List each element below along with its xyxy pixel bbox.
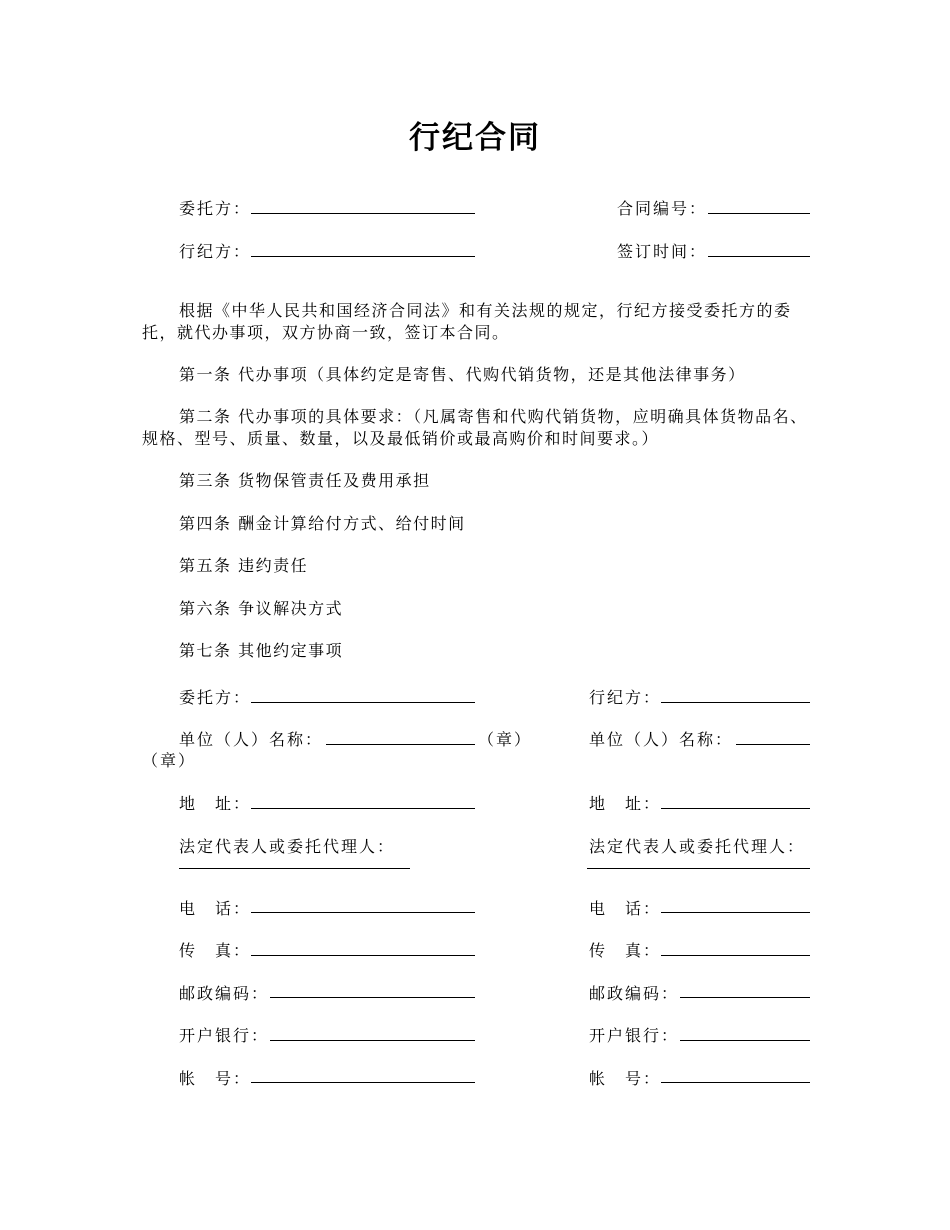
sig-left-party-blank [251,702,475,703]
sig-left-rep-label: 法定代表人或委托代理人： [179,837,396,856]
sig-left-party-label: 委托方： [179,688,252,707]
article-1: 第一条 代办事项（具体约定是寄售、代购代销货物，还是其他法律事务） [179,365,746,384]
sig-right-phone-blank [661,912,810,913]
sig-right-seal: （章） [142,751,197,770]
sig-right-postal-blank [680,997,810,998]
sig-left-rep-blank [179,868,410,869]
sign-date-label: 签订时间： [617,242,708,261]
article-5: 第五条 违约责任 [179,556,309,575]
sig-right-phone-label: 电 话： [589,899,662,918]
sig-left-unit-label: 单位（人）名称： [179,730,324,749]
sig-left-bank-blank [270,1040,475,1041]
article-4: 第四条 酬金计算给付方式、给付时间 [179,514,466,533]
sig-left-address-blank [251,808,475,809]
sig-left-fax-blank [251,955,475,956]
sig-right-account-blank [661,1082,810,1083]
article-6: 第六条 争议解决方式 [179,599,344,618]
sig-right-party-label: 行纪方： [589,688,662,707]
sig-left-phone-blank [251,912,475,913]
broker-blank [251,256,475,257]
sig-right-address-label: 地 址： [589,794,662,813]
sig-left-postal-label: 邮政编码： [179,984,270,1003]
article-7: 第七条 其他约定事项 [179,641,344,660]
sig-left-account-label: 帐 号： [179,1069,252,1088]
client-blank [251,213,475,214]
sig-left-unit-blank [326,744,475,745]
sig-right-postal-label: 邮政编码： [589,984,680,1003]
sig-left-address-label: 地 址： [179,794,252,813]
sig-left-seal: （章） [478,730,533,749]
sig-left-postal-blank [270,997,475,998]
intro-paragraph: 根据《中华人民共和国经济合同法》和有关法规的规定，行纪方接受委托方的委托，就代办事项，双方协商一致，签订本合同。 [142,301,792,342]
sig-right-unit-blank [736,744,810,745]
sig-left-account-blank [251,1082,475,1083]
sig-right-bank-blank [680,1040,810,1041]
contract-no-label: 合同编号： [617,199,708,218]
sig-left-bank-label: 开户银行： [179,1026,270,1045]
sig-left-fax-label: 传 真： [179,941,252,960]
document-title: 行纪合同 [409,120,541,156]
sign-date-blank [708,256,810,257]
broker-label: 行纪方： [179,242,252,261]
sig-right-fax-blank [661,955,810,956]
sig-right-fax-label: 传 真： [589,941,662,960]
client-label: 委托方： [179,199,252,218]
sig-right-address-blank [661,808,810,809]
sig-right-unit-label: 单位（人）名称： [589,730,734,749]
sig-left-phone-label: 电 话： [179,899,252,918]
sig-right-bank-label: 开户银行： [589,1026,680,1045]
article-2: 第二条 代办事项的具体要求：（凡属寄售和代购代销货物，应明确具体货物品名、规格、型号、质量、数量，以及最低销价或最高购价和时间要求。） [142,407,808,448]
sig-right-rep-label: 法定代表人或委托代理人： [589,837,806,856]
contract-no-blank [708,213,810,214]
sig-right-rep-blank [587,868,810,869]
sig-right-account-label: 帐 号： [589,1069,662,1088]
sig-right-party-blank [661,702,810,703]
article-3: 第三条 货物保管责任及费用承担 [179,471,431,490]
